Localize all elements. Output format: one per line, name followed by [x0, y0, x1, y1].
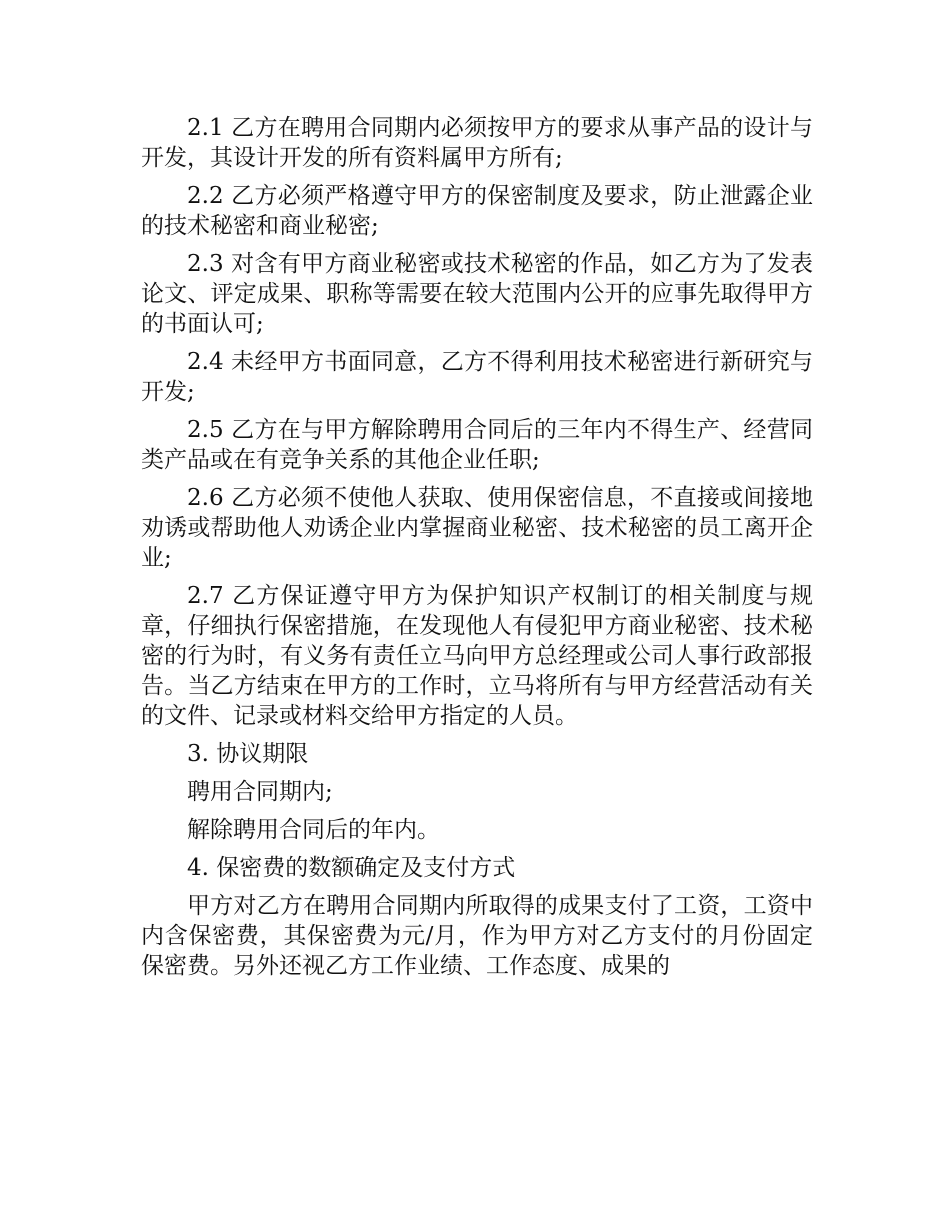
clause-2-5: 2.5 乙方在与甲方解除聘用合同后的三年内不得生产、经营同类产品或在有竞争关系的其他企业任职; — [141, 417, 813, 473]
section-3-heading: 3. 协议期限 — [187, 741, 309, 767]
clause-2-2: 2.2 乙方必须严格遵守甲方的保密制度及要求，防止泄露企业的技术秘密和商业秘密; — [141, 183, 813, 239]
clause-2-3: 2.3 对含有甲方商业秘密或技术秘密的作品，如乙方为了发表论文、评定成果、职称等需要在较大范围内公开的应事先取得甲方的书面认可; — [141, 251, 813, 337]
document-body — [141, 113, 813, 989]
term-line-2: 解除聘用合同后的年内。 — [187, 817, 440, 843]
confidentiality-fee-paragraph: 甲方对乙方在聘用合同期内所取得的成果支付了工资，工资中内含保密费，其保密费为元/月，作为甲方对乙方支付的月份固定保密费。另外还视乙方工作业绩、工作态度、成果的 — [141, 893, 813, 979]
clause-2-1: 2.1 乙方在聘用合同期内必须按甲方的要求从事产品的设计与开发，其设计开发的所有资料属甲方所有; — [141, 115, 813, 171]
section-4-heading: 4. 保密费的数额确定及支付方式 — [187, 855, 516, 881]
clause-2-6: 2.6 乙方必须不使他人获取、使用保密信息，不直接或间接地劝诱或帮助他人劝诱企业内掌握商业秘密、技术秘密的员工离开企业; — [141, 485, 813, 571]
clause-2-7: 2.7 乙方保证遵守甲方为保护知识产权制订的相关制度与规章，仔细执行保密措施，在发现他人有侵犯甲方商业秘密、技术秘密的行为时，有义务有责任立马向甲方总经理或公司人事行政部报告。当乙方结束在甲方的工作时，立马将所有与甲方经营活动有关的文件、记录或材料交给甲方指定的人员。 — [141, 583, 813, 729]
clause-2-4: 2.4 未经甲方书面同意，乙方不得利用技术秘密进行新研究与开发; — [141, 349, 813, 405]
term-line-1: 聘用合同期内; — [187, 779, 333, 805]
